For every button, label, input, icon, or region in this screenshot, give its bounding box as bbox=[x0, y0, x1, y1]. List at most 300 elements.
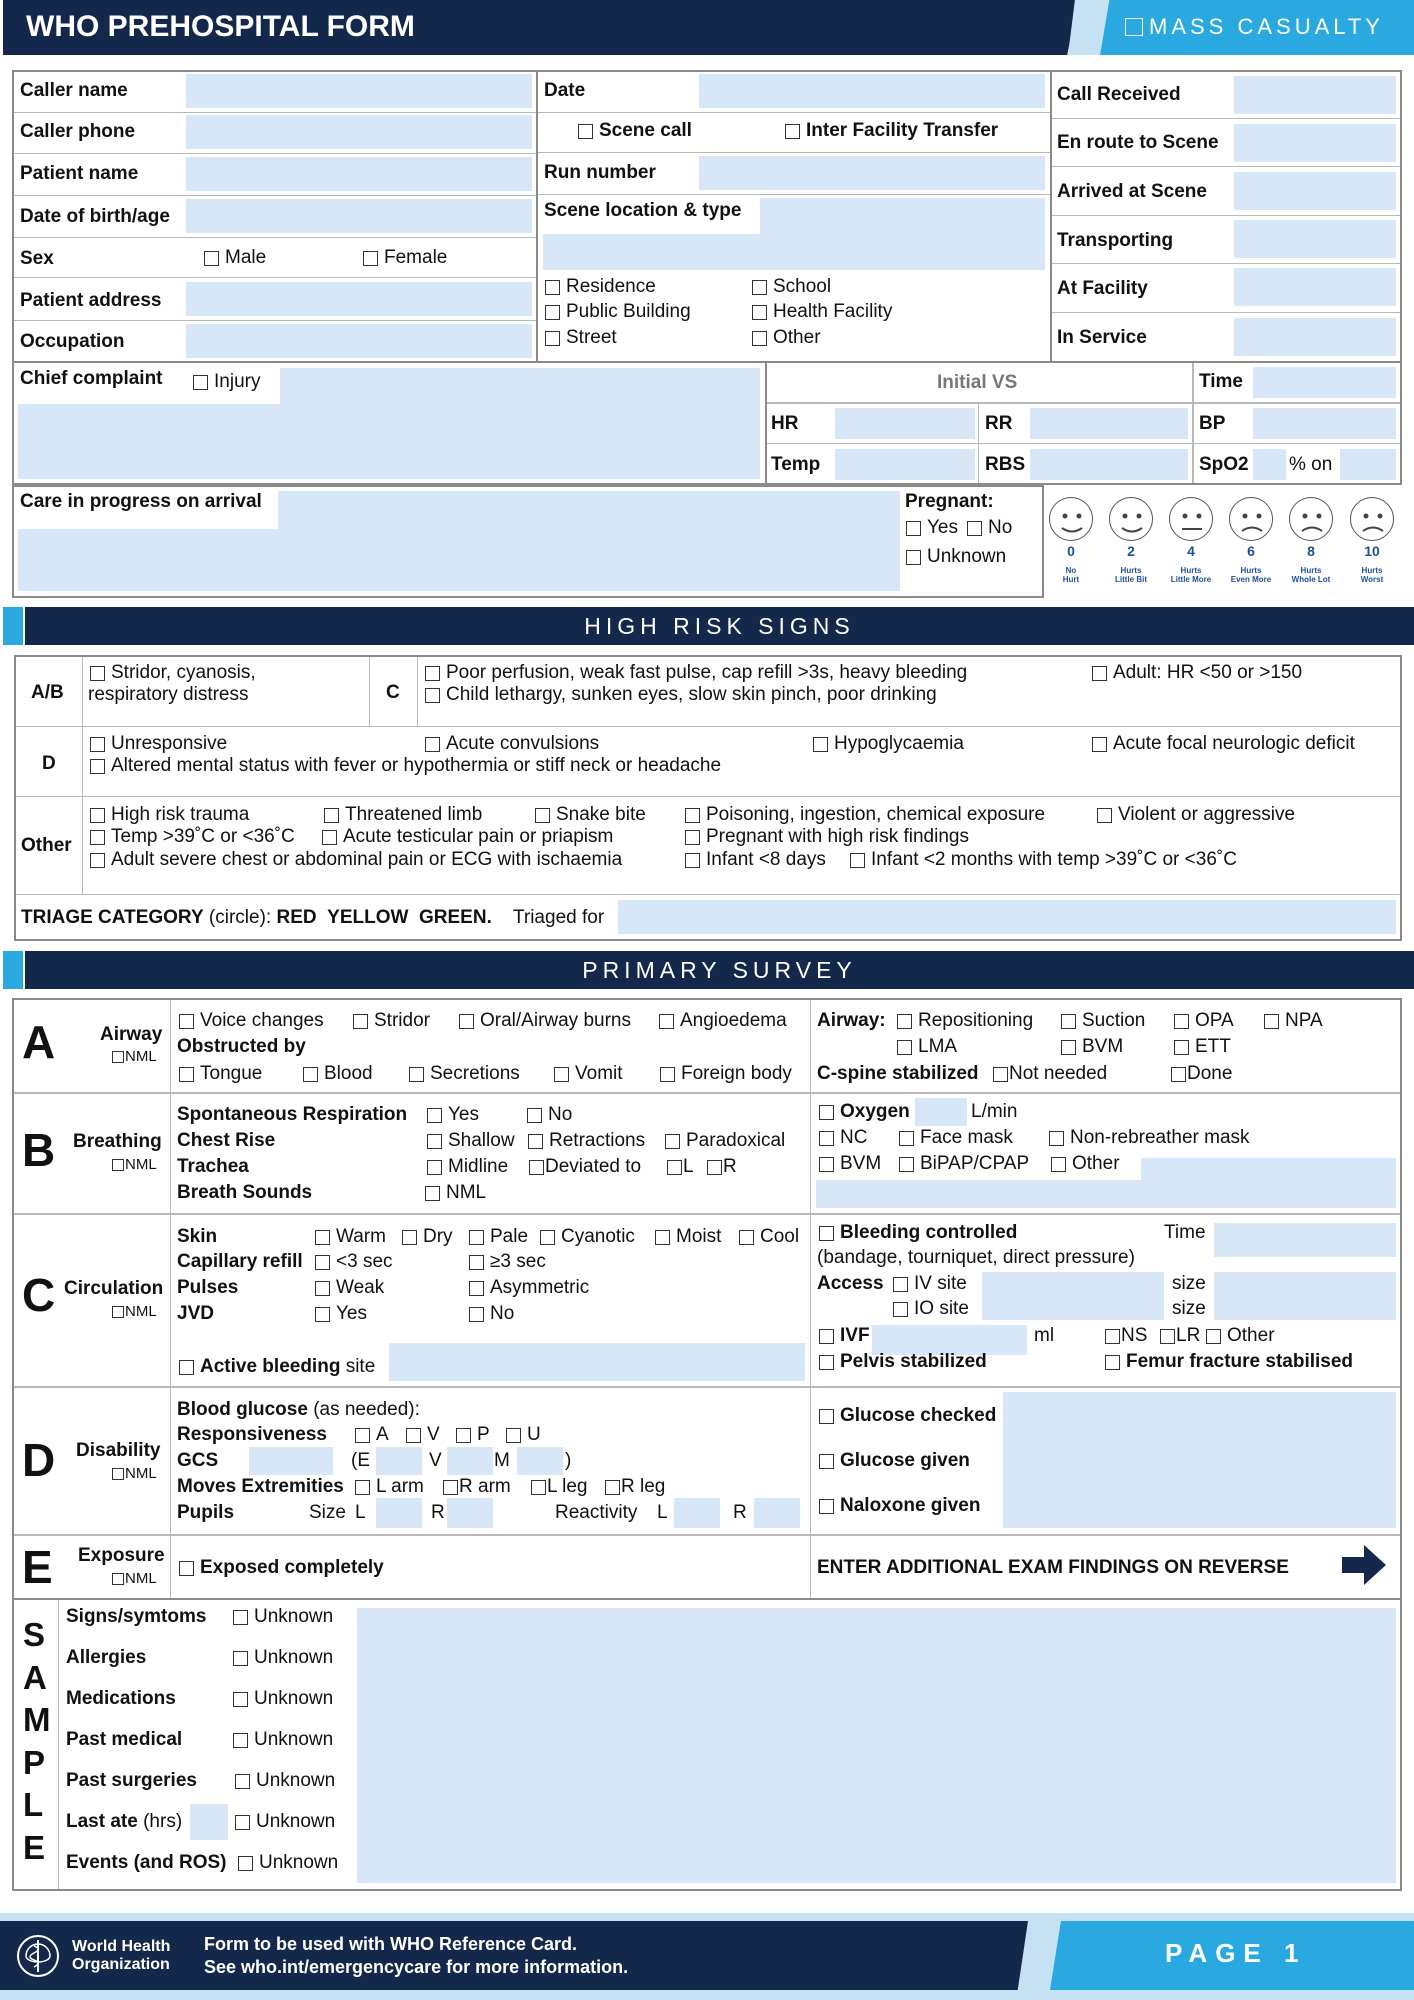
hr-testicular-checkbox[interactable] bbox=[322, 826, 613, 848]
sample-letter: S bbox=[23, 1616, 46, 1653]
gcs-total-field[interactable] bbox=[249, 1447, 333, 1475]
c-label: C bbox=[386, 682, 400, 703]
checkbox-icon bbox=[665, 1134, 680, 1149]
last-ate-field[interactable] bbox=[190, 1804, 228, 1840]
midline-checkbox[interactable] bbox=[427, 1156, 508, 1178]
meds-unknown-checkbox[interactable] bbox=[233, 1688, 333, 1710]
avpu-u-checkbox[interactable] bbox=[506, 1424, 541, 1446]
tongue-label: Tongue bbox=[200, 1063, 263, 1084]
checkbox-icon bbox=[315, 1307, 330, 1322]
hr-unresponsive-checkbox[interactable] bbox=[90, 733, 227, 755]
male-label: Male bbox=[225, 247, 267, 268]
signs-label: Signs/symtoms bbox=[66, 1606, 207, 1627]
v-label: V bbox=[427, 1424, 440, 1445]
hr-pregnant-label: Pregnant with high risk findings bbox=[706, 826, 969, 847]
repositioning-checkbox[interactable] bbox=[897, 1010, 1033, 1032]
checkbox-icon bbox=[819, 1157, 834, 1172]
pupil-size-r-field[interactable] bbox=[447, 1498, 493, 1528]
bleeding-controlled-checkbox[interactable] bbox=[819, 1222, 1017, 1244]
hr-temp-checkbox[interactable] bbox=[90, 826, 295, 848]
opa-checkbox[interactable] bbox=[1174, 1010, 1234, 1032]
checkbox-icon bbox=[535, 808, 550, 823]
pelvis-label: Pelvis stabilized bbox=[840, 1351, 987, 1372]
asymmetric-pulse-checkbox[interactable] bbox=[469, 1277, 589, 1299]
street-checkbox[interactable] bbox=[545, 327, 617, 349]
medications-label: Medications bbox=[66, 1688, 176, 1709]
pain-caption: Hurt bbox=[1062, 575, 1080, 584]
who-name-2: Organization bbox=[72, 1956, 170, 1973]
pregnant-label: Pregnant: bbox=[905, 491, 994, 512]
r-arm-checkbox[interactable] bbox=[443, 1476, 511, 1498]
checkbox-icon bbox=[469, 1255, 484, 1270]
avpu-v-checkbox[interactable] bbox=[406, 1424, 440, 1446]
pupil-size-l-label: L bbox=[355, 1502, 366, 1523]
breathing-notes-field[interactable] bbox=[816, 1180, 1396, 1208]
section-tab bbox=[3, 607, 23, 645]
gcs-label: GCS bbox=[177, 1450, 219, 1471]
nc-checkbox[interactable] bbox=[819, 1127, 867, 1149]
deviated-left-checkbox[interactable] bbox=[667, 1156, 694, 1178]
triage-red[interactable]: RED bbox=[276, 907, 317, 928]
checkbox-icon bbox=[660, 1067, 675, 1082]
pain-caption: No bbox=[1065, 566, 1077, 575]
checkbox-icon bbox=[179, 1360, 194, 1375]
care-field-2[interactable] bbox=[18, 529, 900, 591]
pregnant-yes-checkbox[interactable] bbox=[906, 517, 958, 539]
circulation-nml-checkbox[interactable] bbox=[112, 1303, 157, 1320]
oxygen-checkbox[interactable] bbox=[819, 1101, 910, 1123]
avpu-a-checkbox[interactable] bbox=[355, 1424, 389, 1446]
last-ate-label: Last ate bbox=[66, 1811, 138, 1832]
hr-hypoglycaemia-label: Hypoglycaemia bbox=[834, 733, 964, 754]
disability-notes-field[interactable] bbox=[1003, 1392, 1396, 1528]
transporting-label: Transporting bbox=[1057, 230, 1174, 251]
in-service-label: In Service bbox=[1057, 327, 1147, 348]
asymmetric-label: Asymmetric bbox=[490, 1277, 590, 1298]
date-field[interactable] bbox=[699, 74, 1045, 108]
stridor-checkbox[interactable] bbox=[353, 1010, 430, 1032]
in-service-field[interactable] bbox=[1234, 318, 1396, 356]
checkbox-icon bbox=[238, 1856, 253, 1871]
address-field[interactable] bbox=[186, 282, 532, 316]
checkbox-icon bbox=[233, 1651, 248, 1666]
checkbox-icon bbox=[707, 1160, 722, 1175]
airway-burns-checkbox[interactable] bbox=[459, 1010, 631, 1032]
bleeding-time-label: Time bbox=[1164, 1222, 1206, 1243]
other-breathing-field[interactable] bbox=[1141, 1158, 1396, 1180]
call-received-field[interactable] bbox=[1234, 76, 1396, 114]
rr-field[interactable] bbox=[1030, 408, 1188, 439]
checkbox-icon bbox=[897, 1014, 912, 1029]
checkbox-icon bbox=[1171, 1067, 1186, 1082]
call-received-label: Call Received bbox=[1057, 84, 1181, 105]
responsiveness-label: Responsiveness bbox=[177, 1424, 327, 1445]
exposed-completely-checkbox[interactable] bbox=[179, 1557, 384, 1579]
avpu-p-checkbox[interactable] bbox=[456, 1424, 490, 1446]
checkbox-icon bbox=[813, 737, 828, 752]
checkbox-icon bbox=[235, 1815, 250, 1830]
checkbox-icon bbox=[427, 1108, 442, 1123]
retractions-checkbox[interactable] bbox=[528, 1130, 645, 1152]
tongue-checkbox[interactable] bbox=[179, 1063, 262, 1085]
ge3-label: ≥3 sec bbox=[490, 1251, 546, 1272]
cap-lt3-checkbox[interactable] bbox=[315, 1251, 393, 1273]
io-site-checkbox[interactable] bbox=[893, 1298, 969, 1320]
checkbox-icon bbox=[899, 1157, 914, 1172]
breathing-nml-checkbox[interactable] bbox=[112, 1156, 157, 1173]
trachea-label: Trachea bbox=[177, 1156, 249, 1177]
sample-notes-field[interactable] bbox=[357, 1608, 1396, 1883]
checkbox-icon bbox=[1174, 1040, 1189, 1055]
breath-sounds-nml-checkbox[interactable] bbox=[425, 1182, 486, 1204]
checkbox-icon bbox=[1051, 1157, 1066, 1172]
voice-changes-checkbox[interactable] bbox=[179, 1010, 324, 1032]
pelvis-checkbox[interactable] bbox=[819, 1351, 987, 1373]
weak-pulse-checkbox[interactable] bbox=[315, 1277, 384, 1299]
shallow-checkbox[interactable] bbox=[427, 1130, 515, 1152]
l-leg-checkbox[interactable] bbox=[531, 1476, 588, 1498]
angioedema-checkbox[interactable] bbox=[659, 1010, 787, 1032]
pastmed-unknown-checkbox[interactable] bbox=[233, 1729, 333, 1751]
secretions-checkbox[interactable] bbox=[409, 1063, 520, 1085]
lastate-unknown-checkbox[interactable] bbox=[235, 1811, 335, 1833]
sample-letter: M bbox=[23, 1701, 51, 1738]
lma-checkbox[interactable] bbox=[897, 1036, 957, 1058]
bvm-airway-checkbox[interactable] bbox=[1061, 1036, 1123, 1058]
hr-poor-perfusion-checkbox[interactable] bbox=[425, 662, 967, 684]
bleeding-methods-label: (bandage, tourniquet, direct pressure) bbox=[817, 1247, 1135, 1268]
spontaneous-label: Spontaneous Respiration bbox=[177, 1104, 408, 1125]
cspine-done-checkbox[interactable] bbox=[1171, 1063, 1232, 1085]
spo2-field[interactable] bbox=[1253, 449, 1286, 480]
naloxone-checkbox[interactable] bbox=[819, 1495, 980, 1517]
transporting-field[interactable] bbox=[1234, 220, 1396, 258]
checkbox-icon bbox=[1061, 1040, 1076, 1055]
spo2-on-field[interactable] bbox=[1340, 449, 1396, 480]
vomit-checkbox[interactable] bbox=[554, 1063, 623, 1085]
l-arm-label: L arm bbox=[376, 1476, 424, 1497]
percent-on-label: % on bbox=[1289, 454, 1333, 475]
hr-convulsions-checkbox[interactable] bbox=[425, 733, 599, 755]
pain-caption: Hurts bbox=[1240, 566, 1262, 575]
hr-pregnant-checkbox[interactable] bbox=[685, 826, 969, 848]
skin-label: Skin bbox=[177, 1226, 218, 1247]
vomit-label: Vomit bbox=[575, 1063, 623, 1084]
hr-chest-pain-checkbox[interactable] bbox=[90, 849, 622, 871]
hr-unresponsive-label: Unresponsive bbox=[111, 733, 228, 754]
checkbox-icon bbox=[90, 759, 105, 774]
circle-label: (circle): bbox=[208, 907, 272, 928]
iv-site-checkbox[interactable] bbox=[893, 1273, 967, 1295]
checkbox-icon bbox=[659, 1014, 674, 1029]
bipap-checkbox[interactable] bbox=[899, 1153, 1029, 1175]
gcs-v-field[interactable] bbox=[447, 1447, 493, 1475]
cool-label: Cool bbox=[760, 1226, 800, 1247]
hr-infant-8-checkbox[interactable] bbox=[685, 849, 826, 871]
pupil-size-l-field[interactable] bbox=[376, 1498, 422, 1528]
blood-checkbox[interactable] bbox=[303, 1063, 373, 1085]
scene-location-field-2[interactable] bbox=[543, 234, 1045, 270]
sample-letter: P bbox=[23, 1743, 46, 1781]
inter-facility-checkbox[interactable] bbox=[785, 120, 998, 142]
ns-checkbox[interactable] bbox=[1105, 1325, 1147, 1347]
face-svg bbox=[1110, 498, 1154, 542]
caller-phone-label: Caller phone bbox=[20, 121, 136, 142]
sex-male-checkbox[interactable] bbox=[204, 247, 266, 269]
patient-name-label: Patient name bbox=[20, 163, 139, 184]
checkbox-icon bbox=[90, 853, 105, 868]
cspine-not-needed-checkbox[interactable] bbox=[993, 1063, 1107, 1085]
r-leg-label: R leg bbox=[621, 1476, 666, 1497]
sex-label: Sex bbox=[20, 248, 54, 269]
hr-stridor-checkbox[interactable] bbox=[90, 662, 256, 684]
checkbox-icon bbox=[204, 251, 219, 266]
checkbox-icon bbox=[893, 1277, 908, 1292]
residence-checkbox[interactable] bbox=[545, 276, 656, 298]
checkbox-icon bbox=[315, 1255, 330, 1270]
pain-face-icon bbox=[1169, 497, 1213, 541]
patient-name-field[interactable] bbox=[186, 157, 532, 191]
scene-call-checkbox[interactable] bbox=[578, 120, 692, 142]
checkbox-icon bbox=[819, 1329, 834, 1344]
hr-hypoglycaemia-checkbox[interactable] bbox=[813, 733, 964, 755]
pain-caption: Little More bbox=[1170, 575, 1212, 584]
checkbox-icon bbox=[322, 830, 337, 845]
events-label: Events (and ROS) bbox=[66, 1852, 227, 1873]
active-bleeding-checkbox[interactable] bbox=[179, 1356, 375, 1378]
deviated-right-checkbox[interactable] bbox=[707, 1156, 737, 1178]
npa-checkbox[interactable] bbox=[1264, 1010, 1323, 1032]
face-svg bbox=[1050, 498, 1094, 542]
hr-field[interactable] bbox=[835, 408, 975, 439]
glucose-given-checkbox[interactable] bbox=[819, 1450, 970, 1472]
checkbox-icon bbox=[443, 1480, 458, 1495]
other-breathing-checkbox[interactable] bbox=[1051, 1153, 1120, 1175]
nrb-mask-checkbox[interactable] bbox=[1049, 1127, 1250, 1149]
warm-checkbox[interactable] bbox=[315, 1226, 386, 1248]
injury-checkbox[interactable] bbox=[193, 371, 260, 393]
cyanotic-checkbox[interactable] bbox=[540, 1226, 635, 1248]
checkbox-icon bbox=[1105, 1355, 1120, 1370]
hr-trauma-checkbox[interactable] bbox=[90, 804, 249, 826]
rbs-field[interactable] bbox=[1030, 449, 1188, 480]
naloxone-label: Naloxone given bbox=[840, 1495, 981, 1516]
react-l-field[interactable] bbox=[674, 1498, 720, 1528]
hr-focal-deficit-checkbox[interactable] bbox=[1092, 733, 1355, 755]
moist-checkbox[interactable] bbox=[655, 1226, 721, 1248]
arrived-field[interactable] bbox=[1234, 172, 1396, 210]
warm-label: Warm bbox=[336, 1226, 386, 1247]
ab-label: A/B bbox=[31, 682, 64, 703]
ivf-label: IVF bbox=[840, 1325, 870, 1346]
jvd-yes-checkbox[interactable] bbox=[315, 1303, 367, 1325]
at-facility-field[interactable] bbox=[1234, 268, 1396, 306]
yes-label: Yes bbox=[927, 517, 958, 538]
time-label: Time bbox=[1199, 371, 1244, 392]
checkbox-icon bbox=[179, 1067, 194, 1082]
lr-checkbox[interactable] bbox=[1160, 1325, 1200, 1347]
checkbox-icon bbox=[355, 1428, 370, 1443]
female-label: Female bbox=[384, 247, 448, 268]
pain-face-icon bbox=[1049, 497, 1093, 541]
ivf-checkbox[interactable] bbox=[819, 1325, 870, 1347]
gcs-m-field[interactable] bbox=[517, 1447, 563, 1475]
checkbox-icon bbox=[528, 1134, 543, 1149]
site-label: site bbox=[345, 1356, 376, 1377]
signs-unknown-checkbox[interactable] bbox=[233, 1606, 333, 1628]
checkbox-icon bbox=[193, 375, 208, 390]
bleeding-site-field[interactable] bbox=[389, 1343, 805, 1381]
lt3-label: <3 sec bbox=[336, 1251, 393, 1272]
unknown-label: Unknown bbox=[254, 1688, 334, 1709]
femur-label: Femur fracture stabilised bbox=[1126, 1351, 1354, 1372]
pregnant-no-checkbox[interactable] bbox=[967, 517, 1012, 539]
spont-no-checkbox[interactable] bbox=[527, 1104, 572, 1126]
deviated-checkbox[interactable] bbox=[529, 1156, 641, 1178]
r-leg-checkbox[interactable] bbox=[605, 1476, 665, 1498]
checkbox-icon bbox=[469, 1230, 484, 1245]
checkbox-icon bbox=[1105, 1329, 1120, 1344]
events-unknown-checkbox[interactable] bbox=[238, 1852, 338, 1874]
retractions-label: Retractions bbox=[549, 1130, 646, 1151]
checkbox-icon bbox=[1061, 1014, 1076, 1029]
hr-focal-deficit-label: Acute focal neurologic deficit bbox=[1113, 733, 1355, 754]
access-size-field[interactable] bbox=[1214, 1272, 1396, 1320]
l-leg-label: L leg bbox=[547, 1476, 588, 1497]
lmin-label: L/min bbox=[971, 1101, 1018, 1122]
public-building-checkbox[interactable] bbox=[545, 301, 691, 323]
oxygen-rate-field[interactable] bbox=[915, 1098, 967, 1126]
hr-chest-pain-label: Adult severe chest or abdominal pain or ECG with ischaemia bbox=[111, 849, 623, 870]
suction-checkbox[interactable] bbox=[1061, 1010, 1145, 1032]
airway-intervention-label: Airway: bbox=[817, 1010, 886, 1031]
scene-location-field[interactable] bbox=[760, 198, 1045, 234]
pain-caption: Little Bit bbox=[1115, 575, 1147, 584]
cap-ge3-checkbox[interactable] bbox=[469, 1251, 546, 1273]
checkbox-icon bbox=[425, 666, 440, 681]
triaged-for-field[interactable] bbox=[618, 900, 1396, 934]
midline-label: Midline bbox=[448, 1156, 509, 1177]
d-label: D bbox=[42, 753, 56, 774]
jvd-no-checkbox[interactable] bbox=[469, 1303, 514, 1325]
glucose-checked-checkbox[interactable] bbox=[819, 1405, 996, 1427]
checkbox-icon bbox=[90, 808, 105, 823]
hr-infant-2-checkbox[interactable] bbox=[850, 849, 1237, 871]
bleeding-time-field[interactable] bbox=[1214, 1223, 1396, 1257]
checkbox-icon bbox=[893, 1302, 908, 1317]
gcs-e-field[interactable] bbox=[376, 1447, 422, 1475]
face-mask-checkbox[interactable] bbox=[899, 1127, 1013, 1149]
run-number-field[interactable] bbox=[699, 156, 1045, 190]
ett-checkbox[interactable] bbox=[1174, 1036, 1231, 1058]
care-field[interactable] bbox=[278, 491, 900, 529]
pale-checkbox[interactable] bbox=[469, 1226, 528, 1248]
access-site-field[interactable] bbox=[982, 1272, 1164, 1320]
exposure-nml-checkbox[interactable] bbox=[112, 1570, 157, 1587]
checkbox-icon bbox=[112, 1159, 124, 1171]
no-label: No bbox=[548, 1104, 573, 1125]
occupation-field[interactable] bbox=[186, 324, 532, 358]
bvm-breathing-checkbox[interactable] bbox=[819, 1153, 881, 1175]
other-location-checkbox[interactable] bbox=[752, 327, 821, 349]
pregnant-unknown-checkbox[interactable] bbox=[906, 546, 1006, 568]
femur-checkbox[interactable] bbox=[1105, 1351, 1353, 1373]
pain-score: 6 bbox=[1247, 543, 1255, 559]
temp-field[interactable] bbox=[835, 449, 975, 480]
allergies-unknown-checkbox[interactable] bbox=[233, 1647, 333, 1669]
bvm-airway-label: BVM bbox=[1082, 1036, 1124, 1057]
chief-complaint-field-2[interactable] bbox=[18, 404, 760, 479]
exposure-label: Exposure bbox=[78, 1545, 165, 1566]
health-facility-checkbox[interactable] bbox=[752, 301, 892, 323]
checkbox-icon bbox=[819, 1105, 834, 1120]
page-title: WHO PREHOSPITAL FORM bbox=[26, 10, 415, 43]
caller-phone-field[interactable] bbox=[186, 115, 532, 149]
obstructed-label: Obstructed by bbox=[177, 1036, 306, 1057]
airway-nml-checkbox[interactable] bbox=[112, 1048, 157, 1065]
street-label: Street bbox=[566, 327, 617, 348]
dob-field[interactable] bbox=[186, 199, 532, 233]
react-r-field[interactable] bbox=[754, 1498, 800, 1528]
pastsurg-unknown-checkbox[interactable] bbox=[235, 1770, 335, 1792]
triage-yellow[interactable]: YELLOW bbox=[327, 907, 409, 928]
l-arm-checkbox[interactable] bbox=[355, 1476, 424, 1498]
spont-yes-checkbox[interactable] bbox=[427, 1104, 479, 1126]
other-fluid-checkbox[interactable] bbox=[1206, 1325, 1275, 1347]
checkbox-icon bbox=[785, 124, 800, 139]
checkbox-icon bbox=[685, 808, 700, 823]
hr-adult-hr-checkbox[interactable] bbox=[1092, 662, 1302, 684]
school-checkbox[interactable] bbox=[752, 276, 831, 298]
caller-name-field[interactable] bbox=[186, 74, 532, 108]
bp-label: BP bbox=[1199, 413, 1226, 434]
hr-child-lethargy-checkbox[interactable] bbox=[425, 684, 937, 706]
foreign-body-checkbox[interactable] bbox=[660, 1063, 792, 1085]
triage-green[interactable]: GREEN. bbox=[419, 907, 492, 928]
high-risk-header: HIGH RISK SIGNS bbox=[25, 607, 1414, 645]
breath-sounds-label: Breath Sounds bbox=[177, 1182, 313, 1203]
dry-checkbox[interactable] bbox=[402, 1226, 453, 1248]
checkbox-icon bbox=[112, 1051, 124, 1063]
cool-checkbox[interactable] bbox=[739, 1226, 799, 1248]
chief-complaint-field[interactable] bbox=[280, 368, 760, 404]
hr-altered-mental-checkbox[interactable] bbox=[90, 755, 721, 777]
hr-snake-checkbox[interactable] bbox=[535, 804, 646, 826]
checkbox-icon bbox=[1097, 808, 1112, 823]
repositioning-label: Repositioning bbox=[918, 1010, 1034, 1031]
paradoxical-checkbox[interactable] bbox=[665, 1130, 785, 1152]
disability-nml-checkbox[interactable] bbox=[112, 1465, 157, 1482]
vs-time-field[interactable] bbox=[1253, 367, 1396, 398]
circulation-letter: C bbox=[22, 1269, 56, 1321]
hr-poisoning-checkbox[interactable] bbox=[685, 804, 1045, 826]
hr-violent-checkbox[interactable] bbox=[1097, 804, 1295, 826]
inter-facility-label: Inter Facility Transfer bbox=[806, 120, 999, 141]
sex-female-checkbox[interactable] bbox=[363, 247, 447, 269]
nrb-label: Non-rebreather mask bbox=[1070, 1127, 1250, 1148]
checkbox-icon bbox=[425, 1186, 440, 1201]
checkbox-icon bbox=[897, 1040, 912, 1055]
checkbox-icon bbox=[655, 1230, 670, 1245]
en-route-field[interactable] bbox=[1234, 124, 1396, 162]
airway-label: Airway bbox=[100, 1024, 163, 1045]
checkbox-icon bbox=[906, 550, 921, 565]
mass-casualty-checkbox[interactable] bbox=[1125, 14, 1384, 40]
checkbox-icon bbox=[685, 830, 700, 845]
bp-field[interactable] bbox=[1253, 408, 1396, 439]
hr-limb-checkbox[interactable] bbox=[324, 804, 482, 826]
checkbox-icon bbox=[179, 1014, 194, 1029]
